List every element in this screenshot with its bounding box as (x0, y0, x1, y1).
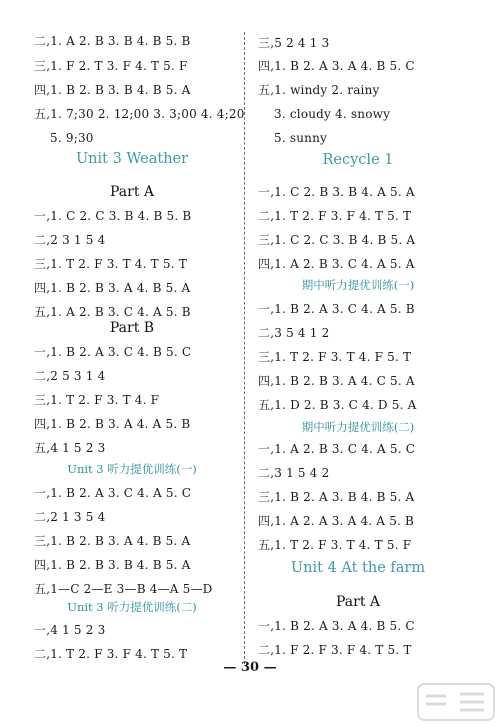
answer-line: 一,1. B 2. A 3. A 4. B 5. C (258, 619, 415, 633)
section-title: 期中听力提优训练(一) (301, 278, 415, 292)
answer-line: 三,1. C 2. C 3. B 4. B 5. A (258, 233, 416, 247)
unit-title: Unit 4 At the farm (290, 560, 426, 576)
answer-line: 一,1. C 2. C 3. B 4. B 5. B (34, 209, 192, 223)
answer-line: 四,1. A 2. B 3. C 4. A 5. A (258, 257, 415, 271)
answer-line: 二,2 1 3 5 4 (34, 510, 106, 524)
answer-line: 五,1. A 2. B 3. C 4. A 5. B (34, 305, 191, 319)
answer-line: 二,2 3 1 5 4 (34, 233, 106, 247)
answer-line: 二,1. F 2. F 3. F 4. T 5. T (258, 643, 412, 657)
unit-title: Recycle 1 (322, 152, 394, 168)
answer-line: 三,1. T 2. F 3. T 4. T 5. T (34, 257, 187, 271)
answer-line: 四,1. B 2. A 3. A 4. B 5. C (258, 59, 415, 73)
answer-line: 5. 9;30 (50, 131, 94, 145)
answer-line: 二,3 5 4 1 2 (258, 326, 330, 340)
watermark-logo-icon (416, 682, 496, 722)
answer-line: 三,1. T 2. F 3. T 4. F (34, 393, 160, 407)
answer-line: 三,1. B 2. B 3. A 4. B 5. A (34, 534, 191, 548)
answer-line: 五,1. D 2. B 3. C 4. D 5. A (258, 398, 417, 412)
answer-line: 五,1—C 2—E 3—B 4—A 5—D (34, 582, 213, 596)
unit-title: Unit 3 Weather (75, 151, 189, 167)
answer-line: 五,1. 7;30 2. 12;00 3. 3;00 4. 4;20 (34, 107, 245, 121)
answer-line: 四,1. B 2. B 3. B 4. B 5. A (34, 558, 191, 572)
answer-line: 五,1. windy 2. rainy (258, 83, 380, 97)
answer-line: 二,1. T 2. F 3. F 4. T 5. T (34, 647, 188, 661)
answer-line: 一,4 1 5 2 3 (34, 623, 106, 637)
answer-line: 四,1. B 2. B 3. A 4. B 5. A (34, 281, 191, 295)
answer-line: 一,1. A 2. B 3. C 4. A 5. C (258, 442, 416, 456)
answer-line: 三,1. F 2. T 3. F 4. T 5. F (34, 59, 188, 73)
part-title: Part A (109, 184, 155, 200)
answer-line: 三,1. B 2. A 3. B 4. B 5. A (258, 490, 415, 504)
answer-line: 一,1. B 2. A 3. C 4. B 5. C (34, 345, 192, 359)
answer-line: 四,1. A 2. A 3. A 4. A 5. B (258, 514, 415, 528)
answer-line: 一,1. C 2. B 3. B 4. A 5. A (258, 185, 415, 199)
answer-line: 四,1. B 2. B 3. A 4. A 5. B (34, 417, 191, 431)
answer-line: 二,1. A 2. B 3. B 4. B 5. B (34, 34, 191, 48)
answer-line: 5. sunny (274, 131, 327, 145)
column-divider (244, 32, 245, 664)
answer-line: 3. cloudy 4. snowy (274, 107, 391, 121)
answer-line: 二,3 1 5 4 2 (258, 466, 330, 480)
answer-line: 五,4 1 5 2 3 (34, 441, 106, 455)
answer-line: 二,2 5 3 1 4 (34, 369, 106, 383)
section-title: Unit 3 听力提优训练(一) (67, 462, 197, 476)
answer-line: 四,1. B 2. B 3. B 4. B 5. A (34, 83, 191, 97)
answer-line: 三,1. T 2. F 3. T 4. F 5. T (258, 350, 412, 364)
part-title: Part B (109, 320, 155, 336)
page-number: — 30 — (223, 660, 277, 675)
answer-line: 一,1. B 2. A 3. C 4. A 5. C (34, 486, 192, 500)
answer-line: 一,1. B 2. A 3. C 4. A 5. B (258, 302, 415, 316)
answer-line: 三,5 2 4 1 3 (258, 36, 330, 50)
section-title: Unit 3 听力提优训练(二) (67, 600, 197, 614)
answer-line: 四,1. B 2. B 3. A 4. C 5. A (258, 374, 415, 388)
answer-line: 五,1. T 2. F 3. T 4. T 5. F (258, 538, 412, 552)
answer-line: 二,1. T 2. F 3. F 4. T 5. T (258, 209, 412, 223)
section-title: 期中听力提优训练(二) (301, 420, 415, 434)
part-title: Part A (335, 594, 381, 610)
